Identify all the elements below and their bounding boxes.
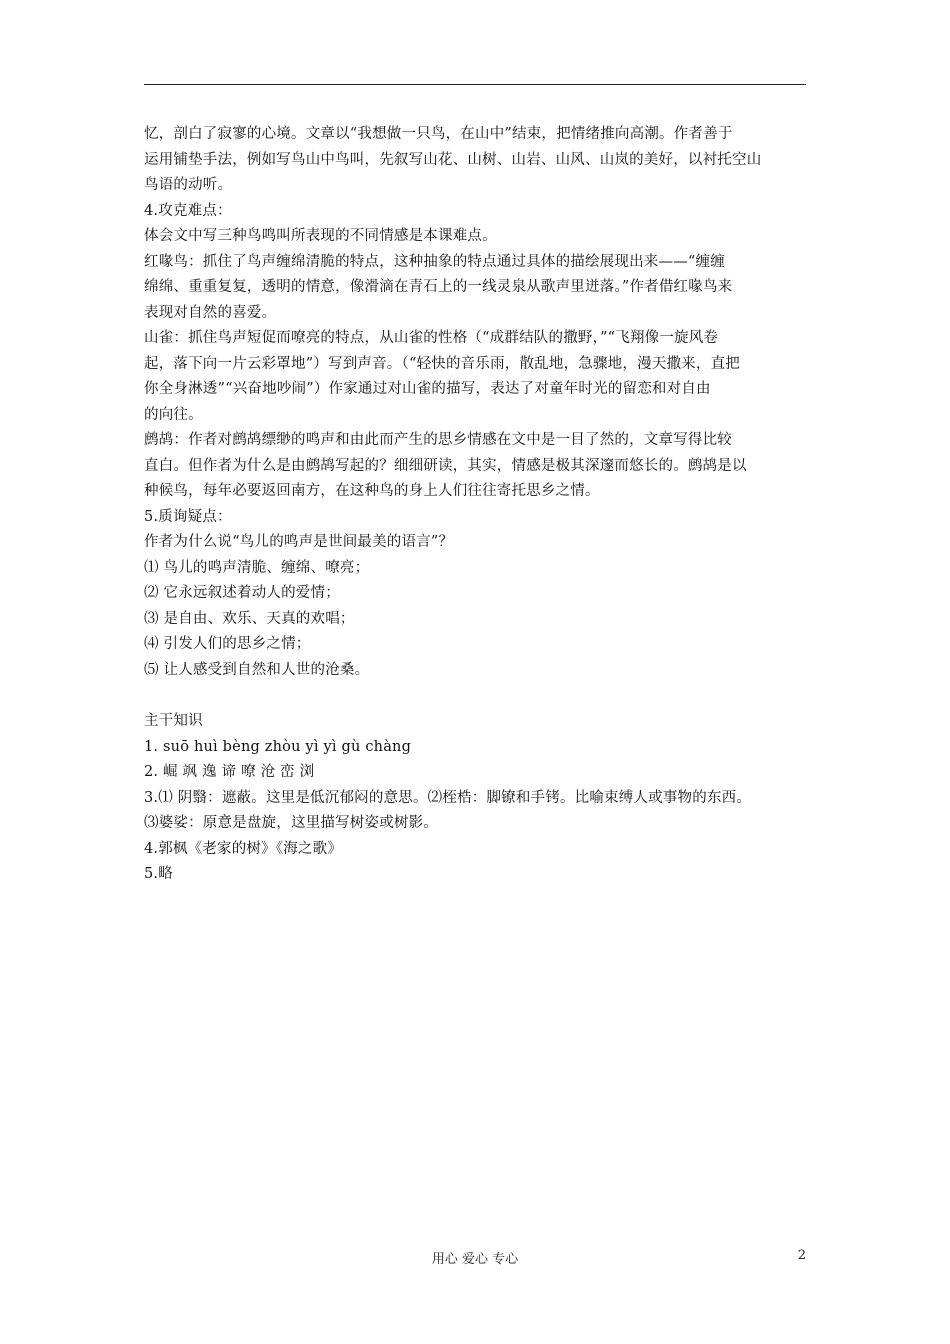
- text-line: 表现对自然的喜爱。: [144, 304, 277, 321]
- text-line: 忆，剖白了寂寥的心境。文章以“我想做一只鸟，在山中”结束，把情绪推向高潮。作者善于: [144, 126, 733, 142]
- text-line: 直白。但作者为什么是由鹧鸪写起的？细细研读，其实，情感是极其深邃而悠长的。鹧鸪是以: [144, 457, 747, 474]
- answer-line: 3.⑴ 阴翳：遮蔽。这里是低沉郁闷的意思。⑵桎梏：脚镣和手铐。比喻束缚人或事物的东西。: [144, 789, 752, 806]
- list-item: ⑸ 让人感受到自然和人世的沧桑。: [144, 661, 370, 678]
- list-item: ⑵ 它永远叙述着动人的爱情；: [144, 585, 340, 601]
- text-line: 的向往。: [144, 406, 203, 423]
- text-line: 你全身淋透”“兴奋地吵闹”）作家通过对山雀的描写，表达了对童年时光的留恋和对自由: [144, 381, 711, 397]
- text-line: 绵绵、重重复复，透明的情意，像滑滴在青石上的一线灵泉从歌声里迸落。”作者借红喙鸟来: [144, 279, 733, 295]
- text-line: 体会文中写三种鸟鸣叫所表现的不同情感是本课难点。: [144, 228, 497, 244]
- answer-line: 2. 崛 飒 逸 谛 嘹 沧 峦 浏: [144, 764, 315, 780]
- answers-heading: 主干知识: [144, 713, 203, 729]
- text-line: 起，落下向一片云彩罩地”）写到声音。（“轻快的音乐雨，散乱地，急骤地，漫天撒来，直把: [144, 355, 740, 372]
- text-line: 作者为什么说“鸟儿的鸣声是世间最美的语言”？: [144, 534, 454, 550]
- list-item: ⑶ 是自由、欢乐、天真的欢唱；: [144, 610, 355, 627]
- section-heading: 4.攻克难点：: [144, 202, 232, 219]
- document-body: [144, 122, 808, 888]
- text-line: 鸟语的动听。: [144, 177, 233, 193]
- page-number: 2: [797, 1248, 806, 1263]
- text-line: 山雀：抓住鸟声短促而嘹亮的特点，从山雀的性格（“成群结队的撒野，”“飞翔像一旋风卷: [144, 330, 719, 346]
- list-item: ⑴ 鸟儿的鸣声清脆、缠绵、嘹亮；: [144, 559, 370, 576]
- answer-line: 5.略: [144, 866, 173, 882]
- text-line: 种候鸟，每年必要返回南方，在这种鸟的身上人们往往寄托思乡之情。: [144, 483, 600, 499]
- section-heading: 5.质询疑点：: [144, 508, 232, 525]
- text-line: 鹧鸪：作者对鹧鸪缥缈的鸣声和由此而产生的思乡情感在文中是一目了然的，文章写得比较: [144, 432, 732, 448]
- answer-line: 4.郭枫《老家的树》《海之歌》: [144, 840, 343, 857]
- answer-line: 1. suō huì bèng zhòu yì yì gù chàng: [144, 738, 412, 755]
- header-rule: [144, 84, 806, 85]
- list-item: ⑷ 引发人们的思乡之情；: [144, 636, 311, 652]
- text-line: 红喙鸟：抓住了鸟声缠绵清脆的特点，这种抽象的特点通过具体的描绘展现出来——“缠缠: [144, 253, 725, 270]
- text-line: 运用铺垫手法，例如写鸟山中鸟叫，先叙写山花、山树、山岩、山风、山岚的美好，以衬托空山: [144, 151, 762, 168]
- footer-motto: 用心 爱心 专心: [431, 1252, 519, 1267]
- answer-line: ⑶婆娑：原意是盘旋，这里描写树姿或树影。: [144, 815, 438, 831]
- section-gap: [144, 683, 808, 709]
